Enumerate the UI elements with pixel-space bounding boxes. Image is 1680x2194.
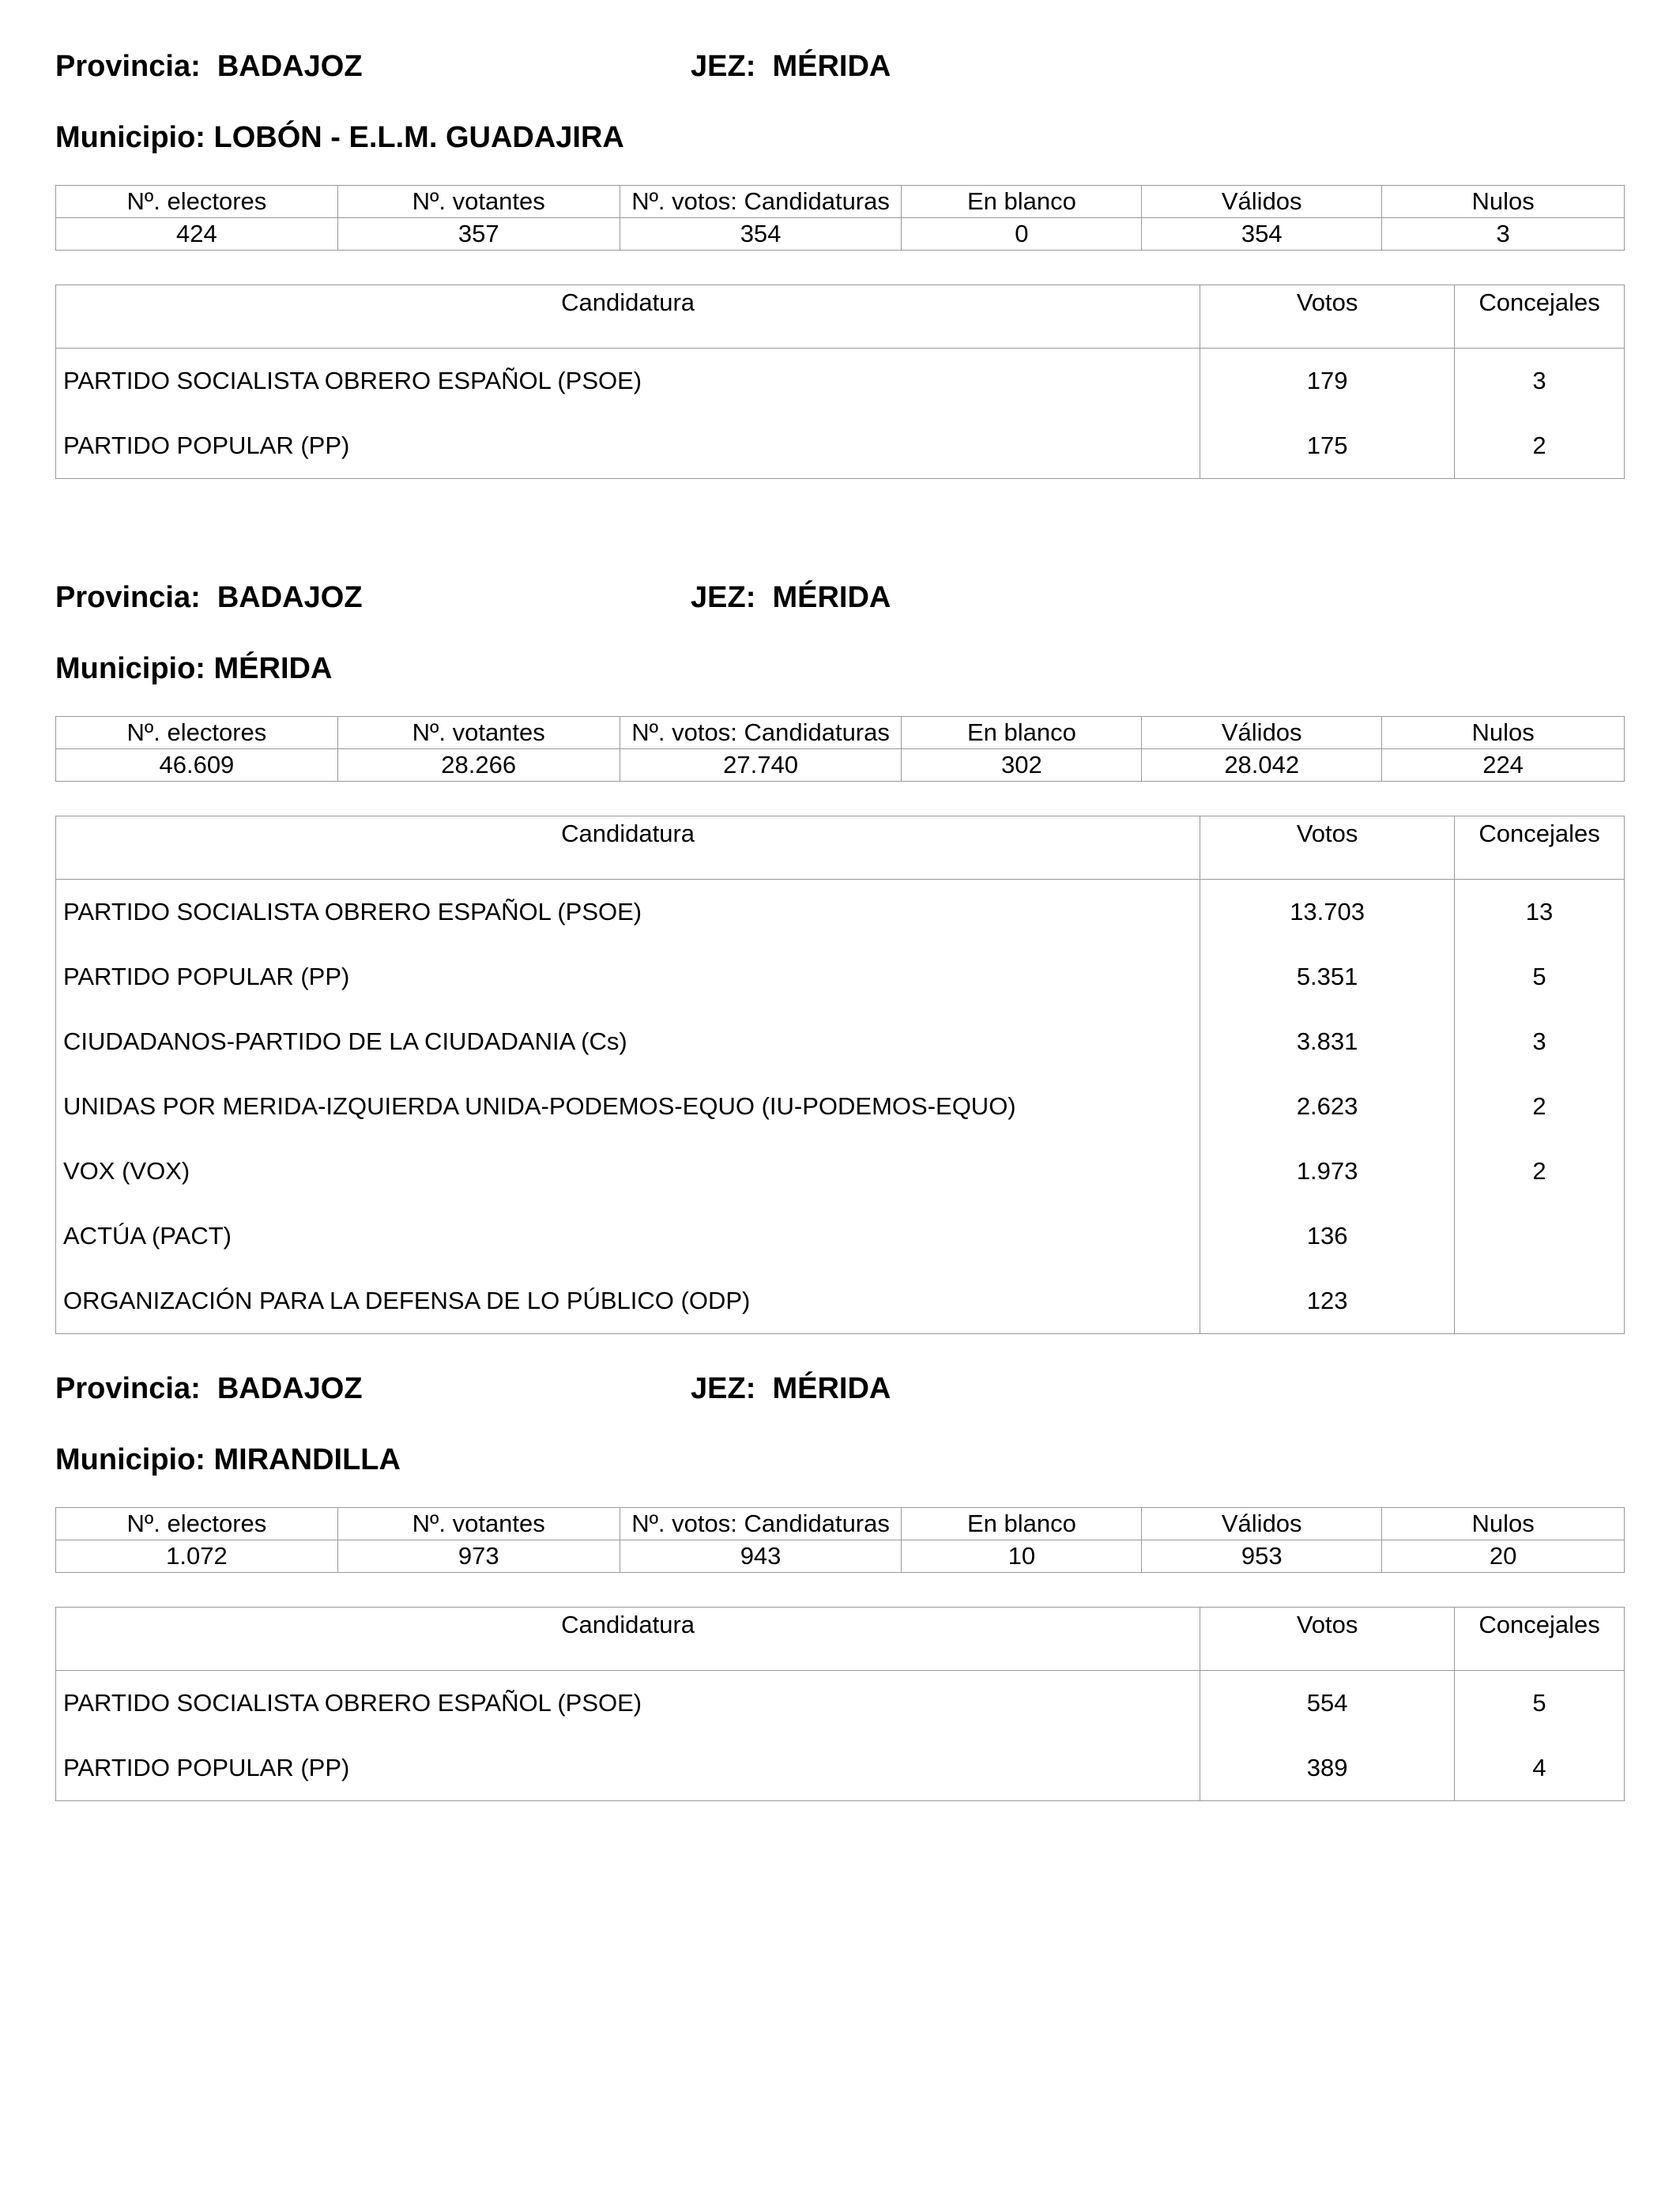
stats-header-nulos: Nulos [1382,1508,1625,1540]
stats-table [55,716,1625,782]
candidaturas-table [55,285,1625,479]
stats-header-nulos: Nulos [1382,186,1625,218]
stats-header-electores: Nº. electores [56,717,338,749]
stats-header-electores: Nº. electores [56,186,338,218]
candidatura-row [56,1204,1625,1269]
candidatura-name: PARTIDO SOCIALISTA OBRERO ESPAÑOL (PSOE) [56,349,1200,414]
stats-header-votos-candidaturas: Nº. votos: Candidaturas [620,717,902,749]
candidaturas-table [55,816,1625,1334]
candidatura-concejales: 3 [1455,349,1625,414]
stats-value-nulos: 224 [1382,749,1625,782]
candidatura-votos: 389 [1200,1736,1455,1801]
candidatura-concejales: 3 [1455,1009,1625,1074]
candidatura-concejales: 2 [1455,413,1625,479]
provincia-header [55,49,363,84]
candidatura-votos: 123 [1200,1269,1455,1334]
jez-value: MÉRIDA [772,581,891,614]
jez-label: JEZ: [691,1372,756,1405]
stats-value-validos: 28.042 [1142,749,1382,782]
stats-value-nulos: 20 [1382,1540,1625,1573]
jez-value: MÉRIDA [772,1372,891,1405]
candidatura-row [56,1009,1625,1074]
stats-value-en-blanco: 10 [902,1540,1142,1573]
jez-header [691,49,891,84]
stats-value-en-blanco: 302 [902,749,1142,782]
stats-header-votos-candidaturas: Nº. votos: Candidaturas [620,186,902,218]
municipio-header [55,651,332,686]
candidatura-concejales: 2 [1455,1074,1625,1139]
candidatura-name: CIUDADANOS-PARTIDO DE LA CIUDADANIA (Cs) [56,1009,1200,1074]
stats-header-votantes: Nº. votantes [337,1508,620,1540]
candidatura-row [56,349,1625,414]
municipio-section [55,1371,1625,1802]
stats-header-row [56,1508,1625,1540]
candidatura-row [56,880,1625,945]
candidatura-concejales: 5 [1455,1671,1625,1736]
stats-table [55,185,1625,251]
stats-value-row [56,218,1625,251]
stats-header-en-blanco: En blanco [902,717,1142,749]
candidatura-concejales: 4 [1455,1736,1625,1801]
stats-table [55,1507,1625,1573]
candidatura-concejales [1455,1204,1625,1269]
provincia-value: BADAJOZ [217,50,363,83]
municipio-label: Municipio: [55,1443,205,1476]
stats-header-votos-candidaturas: Nº. votos: Candidaturas [620,1508,902,1540]
stats-header-row [56,186,1625,218]
stats-value-row [56,1540,1625,1573]
stats-header-electores: Nº. electores [56,1508,338,1540]
candidatura-concejales: 5 [1455,944,1625,1009]
header-votos: Votos [1200,285,1455,349]
header-concejales: Concejales [1455,1608,1625,1671]
municipio-section [55,580,1625,1339]
candidatura-row [56,1671,1625,1736]
municipio-value: MÉRIDA [213,652,333,685]
candidatura-votos: 136 [1200,1204,1455,1269]
provincia-label: Provincia: [55,581,201,614]
stats-value-votos-candidaturas: 943 [620,1540,902,1573]
stats-value-electores: 1.072 [56,1540,338,1573]
provincia-value: BADAJOZ [217,581,363,614]
candidatura-row [56,1074,1625,1139]
stats-value-validos: 354 [1142,218,1382,251]
stats-value-en-blanco: 0 [902,218,1142,251]
candidatura-name: ORGANIZACIÓN PARA LA DEFENSA DE LO PÚBLICO (ODP) [56,1269,1200,1334]
municipio-section [55,49,1625,480]
stats-value-row [56,749,1625,782]
candidatura-votos: 5.351 [1200,944,1455,1009]
candidaturas-header-row [56,816,1625,880]
candidatura-row [56,1736,1625,1801]
jez-header [691,580,891,615]
municipio-header [55,1442,401,1477]
municipio-value: MIRANDILLA [213,1443,401,1476]
candidatura-votos: 13.703 [1200,880,1455,945]
jez-header [691,1371,891,1406]
candidatura-votos: 179 [1200,349,1455,414]
candidaturas-header-row [56,285,1625,349]
stats-header-validos: Válidos [1142,186,1382,218]
candidatura-name: PARTIDO POPULAR (PP) [56,413,1200,479]
stats-header-votantes: Nº. votantes [337,717,620,749]
candidatura-votos: 1.973 [1200,1139,1455,1204]
candidatura-row [56,1139,1625,1204]
candidatura-name: UNIDAS POR MERIDA-IZQUIERDA UNIDA-PODEMOS-EQUO (IU-PODEMOS-EQUO) [56,1074,1200,1139]
candidatura-concejales: 2 [1455,1139,1625,1204]
candidatura-votos: 175 [1200,413,1455,479]
header-votos: Votos [1200,816,1455,880]
provincia-value: BADAJOZ [217,1372,363,1405]
candidatura-row [56,413,1625,479]
candidatura-name: PARTIDO POPULAR (PP) [56,1736,1200,1801]
stats-value-electores: 424 [56,218,338,251]
stats-header-row [56,717,1625,749]
stats-header-nulos: Nulos [1382,717,1625,749]
provincia-label: Provincia: [55,1372,201,1405]
header-candidatura: Candidatura [56,285,1200,349]
jez-label: JEZ: [691,581,756,614]
candidatura-name: PARTIDO SOCIALISTA OBRERO ESPAÑOL (PSOE) [56,1671,1200,1736]
candidatura-name: PARTIDO SOCIALISTA OBRERO ESPAÑOL (PSOE) [56,880,1200,945]
provincia-header [55,580,363,615]
stats-value-votos-candidaturas: 354 [620,218,902,251]
candidaturas-table [55,1607,1625,1801]
header-candidatura: Candidatura [56,816,1200,880]
municipio-label: Municipio: [55,652,205,685]
provincia-label: Provincia: [55,50,201,83]
candidatura-name: PARTIDO POPULAR (PP) [56,944,1200,1009]
municipio-header [55,120,624,155]
stats-header-validos: Válidos [1142,1508,1382,1540]
stats-value-votantes: 973 [337,1540,620,1573]
jez-value: MÉRIDA [772,50,891,83]
jez-label: JEZ: [691,50,756,83]
stats-header-votantes: Nº. votantes [337,186,620,218]
header-concejales: Concejales [1455,285,1625,349]
stats-header-en-blanco: En blanco [902,186,1142,218]
header-concejales: Concejales [1455,816,1625,880]
candidatura-votos: 3.831 [1200,1009,1455,1074]
stats-value-electores: 46.609 [56,749,338,782]
stats-value-votantes: 28.266 [337,749,620,782]
candidaturas-header-row [56,1608,1625,1671]
candidatura-votos: 2.623 [1200,1074,1455,1139]
candidatura-name: VOX (VOX) [56,1139,1200,1204]
candidatura-row [56,944,1625,1009]
header-votos: Votos [1200,1608,1455,1671]
candidatura-name: ACTÚA (PACT) [56,1204,1200,1269]
stats-value-votos-candidaturas: 27.740 [620,749,902,782]
candidatura-votos: 554 [1200,1671,1455,1736]
header-candidatura: Candidatura [56,1608,1200,1671]
municipio-value: LOBÓN - E.L.M. GUADAJIRA [213,121,624,154]
provincia-header [55,1371,363,1406]
candidatura-row [56,1269,1625,1334]
stats-value-votantes: 357 [337,218,620,251]
municipio-label: Municipio: [55,121,205,154]
stats-value-validos: 953 [1142,1540,1382,1573]
stats-header-validos: Válidos [1142,717,1382,749]
candidatura-concejales: 13 [1455,880,1625,945]
stats-value-nulos: 3 [1382,218,1625,251]
candidatura-concejales [1455,1269,1625,1334]
stats-header-en-blanco: En blanco [902,1508,1142,1540]
